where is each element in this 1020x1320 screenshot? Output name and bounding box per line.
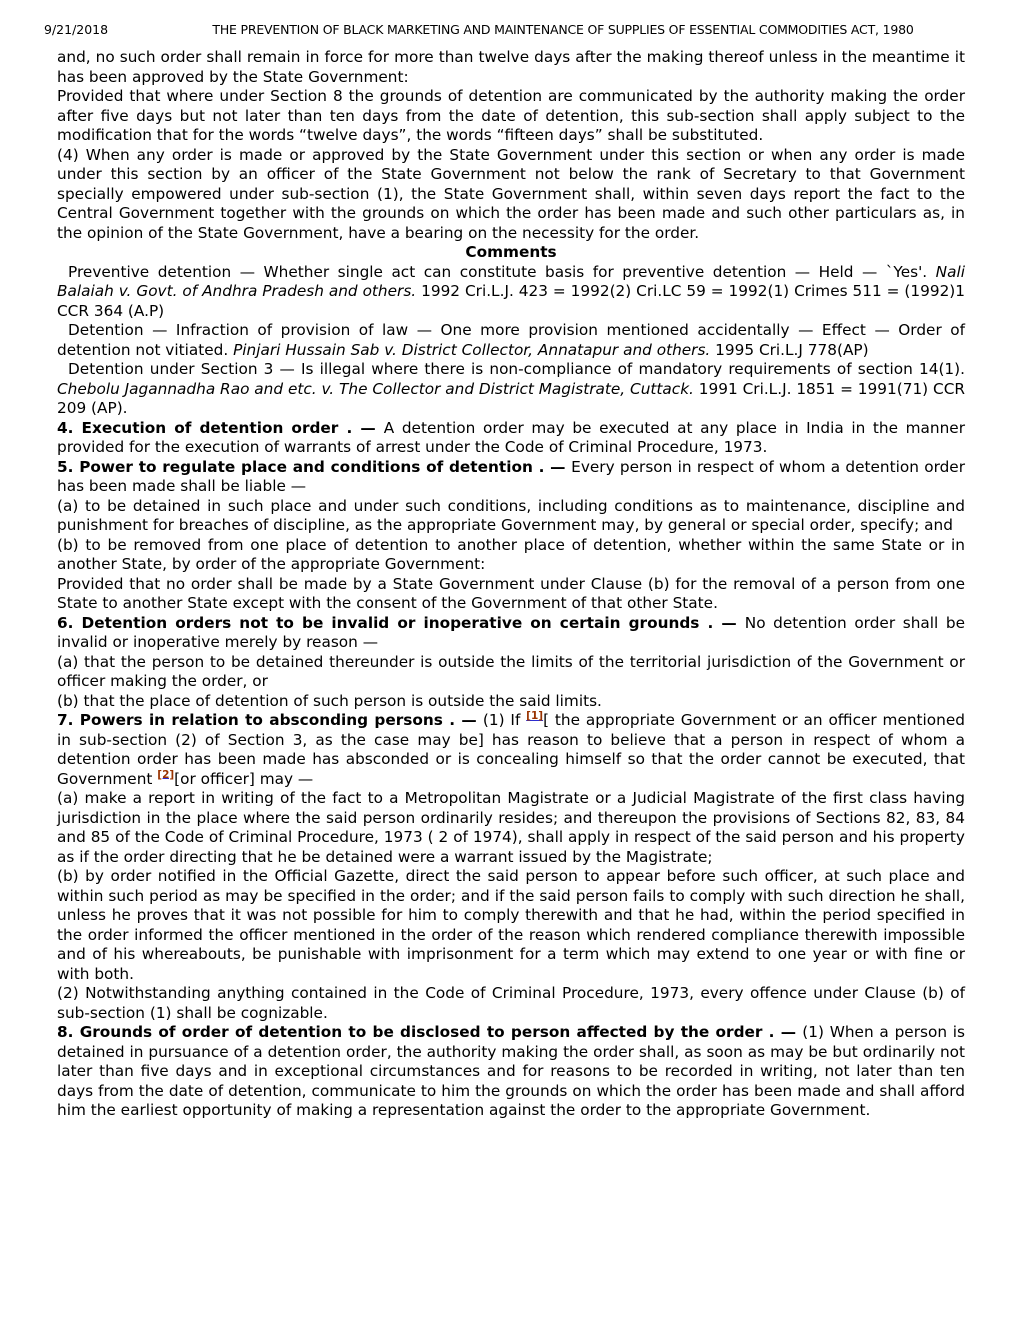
- text-run: (b) by order notified in the Official Gazette, direct the said person to appear before such officer, at such place and within such period as may be specified in the order; and if the said person fails to comply with such direction he shall, unless he proves that it was not possible for him to comply therewith and that he had, within the period specified in the order informed the officer mentioned in the order of the reason which rendered compliance therewith impossible and of his whereabouts, be punishable with imprisonment for a term which may extend to one year or with fine or with both.: [57, 867, 965, 983]
- para-section-5-proviso: [57, 575, 965, 614]
- text-run: 1995 Cri.L.J 778(AP): [710, 340, 869, 359]
- footnote-ref-link[interactable]: [1]: [526, 709, 544, 722]
- text-run: Detention — Infraction of provision of law — One more provision mentioned accidentally — Effect — Order of detention not vitiated.: [57, 321, 965, 359]
- text-run: (1) If: [482, 711, 527, 729]
- text-run: (b) to be removed from one place of detention to another place of detention, whether within the same State or in another State, by order of the appropriate Government:: [57, 535, 965, 573]
- para-continuation: [57, 48, 965, 87]
- text-run: A detention order may be executed at any place in India in the manner provided for the execution of warrants of arrest under the Code of Criminal Procedure, 1973.: [57, 418, 965, 456]
- print-header: [0, 22, 1020, 40]
- para-sub-section-4: [57, 146, 965, 244]
- text-run: Pinjari Hussain Sab v. District Collector, Annatapur and others.: [233, 340, 711, 359]
- para-section-7-sub-2: [57, 984, 965, 1023]
- text-run: 1992 Cri.L.J. 423 = 1992(2) Cri.LC 59 = 1992(1) Crimes 511 = (1992)1 CCR 364 (A.P): [57, 282, 965, 320]
- comment-1: [57, 263, 965, 322]
- para-section-6-clause-b: [57, 692, 965, 712]
- text-run: (a) make a report in writing of the fact to a Metropolitan Magistrate or a Judicial Magistrate of the first class having jurisdiction in the place where the said person ordinarily resides; and thereupon the provisions of Sections 82, 83, 84 and 85 of the Code of Criminal Procedure, 1973 ( 2 of 1974), shall apply in respect of the said person and his property as if the order directing that he be detained were a warrant issued by the Magistrate;: [57, 789, 965, 866]
- text-run: [or officer] may —: [174, 769, 314, 788]
- text-run: Comments: [465, 243, 557, 261]
- text-run: Provided that where under Section 8 the grounds of detention are communicated by the authority making the order after five days but not later than ten days from the date of detention, this sub-section shall apply subject to the modification that for the words “twelve days”, the words “fifteen days” shall be substituted.: [57, 87, 965, 144]
- document-body: [57, 48, 965, 1121]
- text-run: Detention under Section 3 — Is illegal where there is non-compliance of mandatory requirements of section 14(1).: [68, 360, 965, 378]
- para-section-7: [57, 711, 965, 789]
- text-run: (a) that the person to be detained thereunder is outside the limits of the territorial jurisdiction of the Government or officer making the order, or: [57, 652, 965, 690]
- para-section-4: [57, 419, 965, 458]
- text-run: 8. Grounds of order of detention to be disclosed to person affected by the order . —: [57, 1023, 803, 1041]
- text-run: (2) Notwithstanding anything contained in the Code of Criminal Procedure, 1973, every offence under Clause (b) of sub-section (1) shall be cognizable.: [57, 984, 965, 1022]
- text-run: (a) to be detained in such place and under such conditions, including conditions as to maintenance, discipline and punishment for breaches of discipline, as the appropriate Government may, by general or special order, specify; and: [57, 496, 965, 534]
- text-run: (1) When a person is detained in pursuance of a detention order, the authority making the order shall, as soon as may be but ordinarily not later than five days and in exceptional circumstances and for reasons to be recorded in writing, not later than ten days from the date of detention, communicate to him the grounds on which the order has been made and shall afford him the earliest opportunity of making a representation against the order to the appropriate Government.: [57, 1023, 966, 1119]
- text-run: 5. Power to regulate place and conditions of detention . —: [57, 457, 572, 476]
- text-run: (4) When any order is made or approved by the State Government under this section or when any order is made under this section by an officer of the State Government not below the rank of Secretary to that Government specially empowered under sub-section (1), the State Government shall, within seven days report the fact to the Central Government together with the grounds on which the order has been made and such other particulars as, in the opinion of the State Government, have a bearing on the necessity for the order.: [57, 145, 965, 242]
- text-run: (b) that the place of detention of such person is outside the said limits.: [57, 691, 602, 710]
- document-title: THE PREVENTION OF BLACK MARKETING AND MAINTENANCE OF SUPPLIES OF ESSENTIAL COMMODITIES ACT, 1980: [212, 22, 914, 37]
- text-run: and, no such order shall remain in force for more than twelve days after the making thereof unless in the meantime it has been approved by the State Government:: [57, 48, 965, 86]
- text-run: No detention order shall be invalid or inoperative merely by reason —: [57, 613, 965, 651]
- print-date: 9/21/2018: [44, 22, 109, 37]
- comment-2: [57, 321, 965, 360]
- para-section-5-clause-a: [57, 497, 965, 536]
- text-run: 6. Detention orders not to be invalid or inoperative on certain grounds . —: [57, 613, 745, 632]
- text-run: 4. Execution of detention order . —: [57, 418, 384, 437]
- text-run: Every person in respect of whom a detention order has been made shall be liable —: [57, 457, 965, 495]
- footnote-ref-link[interactable]: [2]: [157, 768, 175, 781]
- text-run: Provided that no order shall be made by a State Government under Clause (b) for the removal of a person from one State to another State except with the consent of the Government of that other State.: [57, 574, 965, 612]
- para-section-7-clause-b: [57, 867, 965, 984]
- para-section-5-clause-b: [57, 536, 965, 575]
- para-section-8: [57, 1023, 965, 1121]
- para-proviso-section-8: [57, 87, 965, 146]
- text-run: Nali Balaiah v. Govt. of Andhra Pradesh and others.: [57, 262, 965, 300]
- para-section-6: [57, 614, 965, 653]
- text-run: Preventive detention — Whether single act can constitute basis for preventive detention — Held — `Yes'.: [68, 262, 936, 281]
- text-run: 7. Powers in relation to absconding persons . —: [57, 711, 483, 729]
- text-run: Chebolu Jagannadha Rao and etc. v. The Collector and District Magistrate, Cuttack.: [57, 379, 694, 398]
- text-run: [ the appropriate Government or an officer mentioned in sub-section (2) of Section 3, as the case may be] has reason to believe that a person in respect of whom a detention order has been made has absconded or is concealing himself so that the order cannot be executed, that Government: [57, 711, 965, 788]
- text-run: 1991 Cri.L.J. 1851 = 1991(71) CCR 209 (AP).: [57, 379, 966, 417]
- para-section-6-clause-a: [57, 653, 965, 692]
- para-section-7-clause-a: [57, 789, 965, 867]
- comment-3: [57, 360, 965, 419]
- heading-comments: [57, 243, 965, 263]
- para-section-5: [57, 458, 965, 497]
